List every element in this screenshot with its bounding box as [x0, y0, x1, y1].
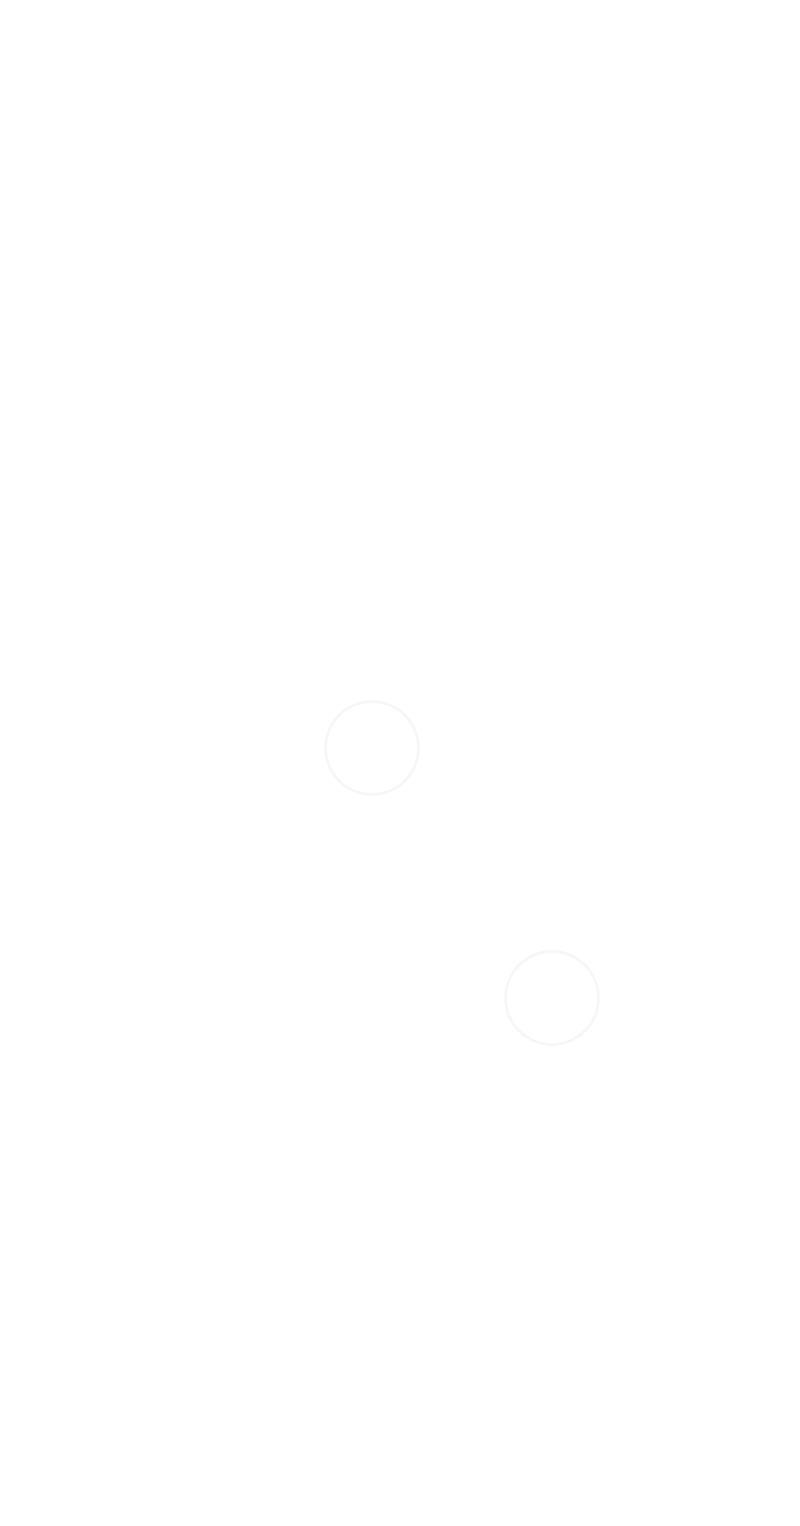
watermark-stamp [504, 950, 600, 1046]
download-to-read-more-button[interactable] [0, 1410, 800, 1455]
document-page [24, 0, 780, 1360]
watermark-stamp [324, 700, 420, 796]
